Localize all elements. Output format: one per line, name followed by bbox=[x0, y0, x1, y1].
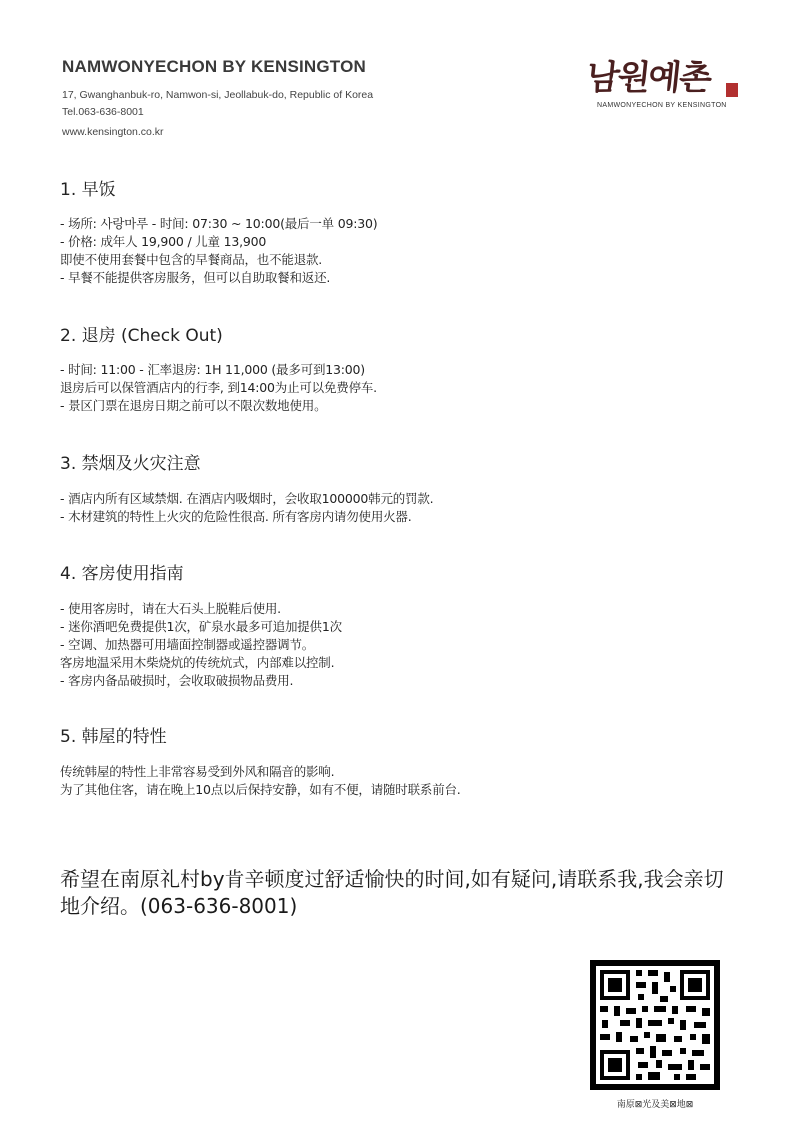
list-item: - 使用客房时，请在大石头上脱鞋后使用. bbox=[60, 601, 281, 616]
list-item: - 场所: 사랑마루 - 时间: 07:30 ~ 10:00(最后一单 09:30) bbox=[60, 216, 378, 231]
qr-caption: 南原⊠光及美⊠地⊠ bbox=[616, 1100, 694, 1110]
section-title-hanok: 5. 韩屋的特性 bbox=[60, 727, 167, 747]
list-item: - 时间: 11:00 - 汇率退房: 1H 11,000 (最多可到13:00) bbox=[60, 362, 365, 377]
hotel-address: 17, Gwanghanbuk-ro, Namwon-si, Jeollabuk-do, Republic of Korea bbox=[62, 89, 374, 101]
list-item: - 早餐不能提供客房服务，但可以自助取餐和返还. bbox=[60, 270, 331, 285]
brand-logo bbox=[585, 50, 745, 112]
list-item: - 景区门票在退房日期之前可以不限次数地使用。 bbox=[60, 398, 327, 413]
list-item: - 价格: 成年人 19,900 / 儿童 13,900 bbox=[60, 234, 267, 249]
list-item: - 木材建筑的特性上火灾的危险性很高. 所有客房内请勿使用火器. bbox=[60, 509, 412, 524]
logo-script: 남원예촌 bbox=[584, 58, 713, 98]
list-item: 即使不使用套餐中包含的早餐商品，也不能退款. bbox=[60, 252, 323, 267]
section-title-no-smoking: 3. 禁烟及火灾注意 bbox=[60, 454, 201, 474]
hotel-website[interactable]: www.kensington.co.kr bbox=[62, 126, 164, 138]
section-title-checkout: 2. 退房 (Check Out) bbox=[60, 326, 223, 346]
list-item: 客房地温采用木柴烧炕的传统炕式，内部难以控制. bbox=[60, 655, 335, 670]
qr-code[interactable] bbox=[590, 960, 720, 1090]
list-item: - 客房内备品破损时，会收取破损物品费用. bbox=[60, 673, 294, 688]
list-item: - 酒店内所有区域禁烟. 在酒店内吸烟时，会收取100000韩元的罚款. bbox=[60, 491, 434, 506]
list-item: 为了其他住客，请在晚上10点以后保持安静，如有不便，请随时联系前台. bbox=[60, 782, 461, 797]
list-item: - 空调、加热器可用墙面控制器或遥控器调节。 bbox=[60, 637, 315, 652]
list-item: 传统韩屋的特性上非常容易受到外风和隔音的影响. bbox=[60, 764, 335, 779]
logo-seal-icon bbox=[726, 83, 738, 97]
list-item: - 迷你酒吧免费提供1次，矿泉水最多可追加提供1次 bbox=[60, 619, 342, 634]
section-title-breakfast: 1. 早饭 bbox=[60, 180, 116, 200]
section-title-room-guide: 4. 客房使用指南 bbox=[60, 564, 184, 584]
hotel-tel: Tel.063-636-8001 bbox=[62, 106, 144, 118]
hotel-name: NAMWONYECHON BY KENSINGTON bbox=[62, 57, 366, 76]
list-item: 退房后可以保管酒店内的行李, 到14:00为止可以免费停车. bbox=[60, 380, 377, 395]
qr-code-icon bbox=[590, 960, 720, 1090]
logo-subtitle: NAMWONYECHON BY KENSINGTON bbox=[597, 102, 727, 109]
closing-message: 希望在南原礼村by肯辛顿度过舒适愉快的时间,如有疑问,请联系我,我会亲切地介绍。(063-636-8001) bbox=[60, 867, 724, 918]
